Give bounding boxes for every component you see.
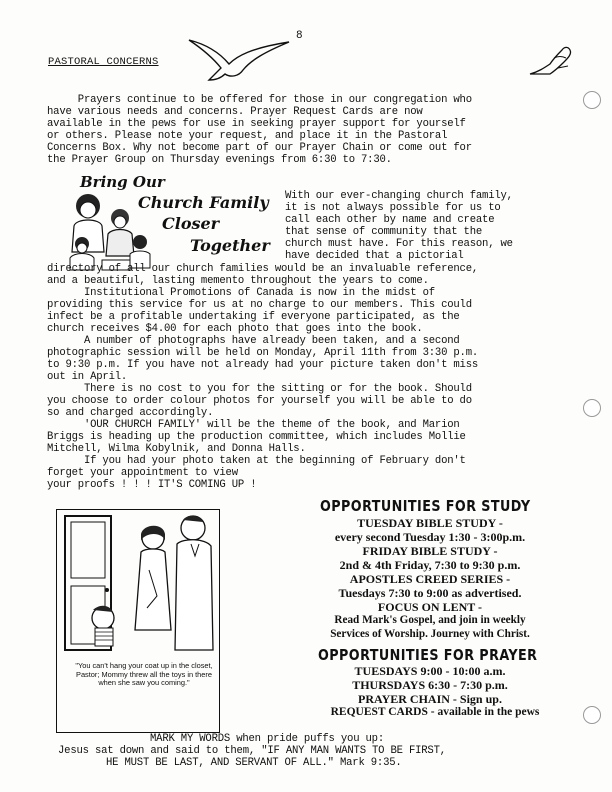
praying-hands-icon: [528, 44, 574, 78]
text-line: that sense of community that the: [285, 226, 483, 238]
text-line: you choose to order colour photos for yourself you will be able to do: [47, 395, 472, 407]
text-line: forget your appointment to view: [47, 467, 238, 479]
text-line: have decided that a pictorial: [285, 250, 464, 262]
text-line: church receives $4.00 for each photo that goes into the book.: [47, 323, 423, 335]
prayer-heading: OPPORTUNITIES FOR PRAYER: [318, 646, 538, 664]
text-line: church must have. For this reason, we: [285, 238, 513, 250]
study-line: Tuesdays 7:30 to 9:00 as advertised.: [338, 586, 522, 600]
text-line: Concerns Box. Why not become part of our Prayer Chain or come out for: [47, 142, 472, 154]
cartoon-panel: [56, 509, 220, 733]
study-line: APOSTLES CREED SERIES -: [349, 572, 511, 586]
banner-line: Together: [190, 236, 270, 255]
study-heading: OPPORTUNITIES FOR STUDY: [320, 497, 531, 515]
study-line: Services of Worship. Journey with Christ.: [330, 628, 530, 640]
text-line: or others. Please note your request, and place it in the Pastoral: [47, 130, 448, 142]
text-line: With our ever-changing church family,: [285, 190, 513, 202]
text-line: A number of photographs have already been taken, and a second: [47, 335, 460, 347]
text-line: providing this service for us at no charge to our members. This could: [47, 299, 472, 311]
banner-line: Closer: [162, 214, 220, 233]
text-line: MARK MY WORDS when pride puffs you up:: [150, 733, 384, 745]
cartoon-caption: "You can't hang your coat up in the closet, Pastor; Mommy threw all the toys in there when she saw you coming.": [75, 661, 213, 688]
binder-hole-top: [583, 91, 601, 109]
study-line: every second Tuesday 1:30 - 3:00p.m.: [334, 530, 526, 544]
study-line: FRIDAY BIBLE STUDY -: [362, 544, 498, 558]
study-line: FOCUS ON LENT -: [377, 600, 483, 614]
page-number: 8: [296, 30, 303, 42]
text-line: There is no cost to you for the sitting or for the book. Should: [47, 383, 472, 395]
prayer-line: TUESDAYS 9:00 - 10:00 a.m.: [354, 664, 506, 678]
cartoon-illustration: [57, 510, 217, 660]
banner-line: Church Family: [138, 193, 269, 212]
text-line: your proofs ! ! ! IT'S COMING UP !: [47, 479, 257, 491]
text-line: 'OUR CHURCH FAMILY' will be the theme of the book, and Marion: [47, 419, 460, 431]
text-line: infect be a profitable undertaking if everyone participated, as the: [47, 311, 460, 323]
text-line: photographic session will be held on Monday, April 11th from 3:30 p.m.: [47, 347, 479, 359]
text-line: If you had your photo taken at the beginning of February don't: [47, 455, 466, 467]
text-line: the Prayer Group on Thursday evenings from 6:30 to 7:30.: [47, 154, 392, 166]
study-line: TUESDAY BIBLE STUDY -: [357, 516, 503, 530]
text-line: Prayers continue to be offered for those in our congregation who: [47, 94, 472, 106]
study-line: 2nd & 4th Friday, 7:30 to 9:30 p.m.: [339, 558, 521, 572]
text-line: it is not always possible for us to: [285, 202, 501, 214]
binder-hole-middle: [583, 399, 601, 417]
binder-hole-bottom: [583, 706, 601, 724]
section-title: PASTORAL CONCERNS: [48, 56, 159, 68]
prayer-line: THURSDAYS 6:30 - 7:30 p.m.: [352, 678, 508, 692]
text-line: Mitchell, Wilma Kobylnik, and Donna Halls.: [47, 443, 306, 455]
text-line: Institutional Promotions of Canada is now in the midst of: [47, 287, 435, 299]
study-line: Read Mark's Gospel, and join in weekly: [334, 614, 526, 626]
prayer-line: REQUEST CARDS - available in the pews: [330, 706, 540, 718]
text-line: call each other by name and create: [285, 214, 495, 226]
text-line: out in April.: [47, 371, 128, 383]
text-line: and a beautiful, lasting memento throughout the years to come.: [47, 275, 429, 287]
prayer-line: PRAYER CHAIN - Sign up.: [358, 692, 502, 706]
text-line: HE MUST BE LAST, AND SERVANT OF ALL." Mark 9:35.: [106, 757, 402, 769]
text-line: Jesus sat down and said to them, "IF ANY MAN WANTS TO BE FIRST,: [58, 745, 446, 757]
text-line: directory of all our church families would be an invaluable reference,: [47, 263, 479, 275]
text-line: available in the pews for use in seeking prayer support for yourself: [47, 118, 466, 130]
dove-icon: [185, 34, 293, 82]
text-line: have various needs and concerns. Prayer Request Cards are now: [47, 106, 423, 118]
text-line: so and charged accordingly.: [47, 407, 214, 419]
text-line: Briggs is heading up the production committee, which includes Mollie: [47, 431, 466, 443]
banner-line: Bring Our: [80, 173, 165, 191]
text-line: to 9:30 p.m. If you have not already had your picture taken don't miss: [47, 359, 479, 371]
